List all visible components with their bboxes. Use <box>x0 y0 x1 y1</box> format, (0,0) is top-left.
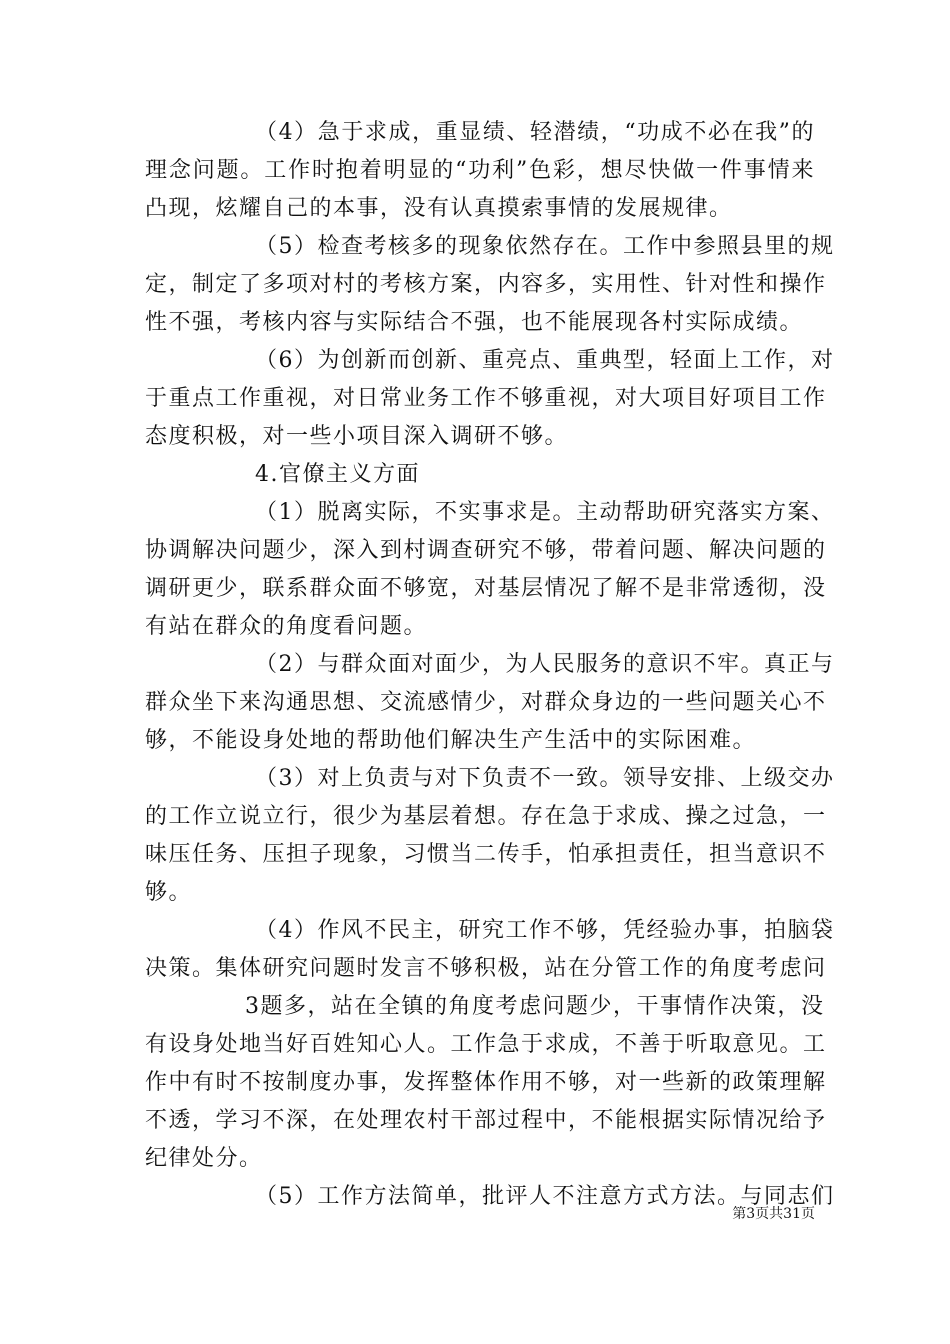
text-line: 够。 <box>145 880 193 905</box>
text-line: （6）为创新而创新、重亮点、重典型，轻面上工作，对 <box>255 348 835 373</box>
text-line: 的工作立说立行，很少为基层着想。存在急于求成、操之过急，一 <box>145 804 827 829</box>
text-line: （4）急于求成，重显绩、轻潜绩，“功成不必在我”的 <box>255 120 815 145</box>
text-line: （5）工作方法简单，批评人不注意方式方法。与同志们 <box>255 1184 835 1209</box>
text-line: （3）对上负责与对下负责不一致。领导安排、上级交办 <box>255 766 835 791</box>
text-line: 调研更少，联系群众面不够宽，对基层情况了解不是非常透彻，没 <box>145 576 827 601</box>
page-number-footer: 第3页共31页 <box>732 1206 815 1222</box>
section-heading: 4.官僚主义方面 <box>255 462 420 487</box>
text-line: （1）脱离实际，不实事求是。主动帮助研究落实方案、 <box>255 500 835 525</box>
text-line: 味压任务、压担子现象，习惯当二传手，怕承担责任，担当意识不 <box>145 842 827 867</box>
text-line: 够，不能设身处地的帮助他们解决生产生活中的实际困难。 <box>145 728 757 753</box>
text-line: 作中有时不按制度办事，发挥整体作用不够，对一些新的政策理解 <box>145 1070 827 1095</box>
text-line: 决策。集体研究问题时发言不够积极，站在分管工作的角度考虑问 <box>145 956 827 981</box>
text-line: 态度积极，对一些小项目深入调研不够。 <box>145 424 569 449</box>
text-line: 于重点工作重视，对日常业务工作不够重视，对大项目好项目工作 <box>145 386 827 411</box>
text-line: 性不强，考核内容与实际结合不强，也不能展现各村实际成绩。 <box>145 310 804 335</box>
text-line: （4）作风不民主，研究工作不够，凭经验办事，拍脑袋 <box>255 918 835 943</box>
text-line: 定，制定了多项对村的考核方案，内容多，实用性、针对性和操作 <box>145 272 827 297</box>
text-line: 有站在群众的角度看问题。 <box>145 614 428 639</box>
text-line: 协调解决问题少，深入到村调查研究不够，带着问题、解决问题的 <box>145 538 827 563</box>
text-line: 凸现，炫耀自己的本事，没有认真摸索事情的发展规律。 <box>145 196 733 221</box>
text-line: 理念问题。工作时抱着明显的“功利”色彩，想尽快做一件事情来 <box>145 158 815 183</box>
text-line: （5）检查考核多的现象依然存在。工作中参照县里的规 <box>255 234 835 259</box>
text-line: 有设身处地当好百姓知心人。工作急于求成，不善于听取意见。工 <box>145 1032 827 1057</box>
text-line: 纪律处分。 <box>145 1146 263 1171</box>
text-line: 群众坐下来沟通思想、交流感情少，对群众身边的一些问题关心不 <box>145 690 827 715</box>
text-line: 3题多，站在全镇的角度考虑问题少，干事情作决策，没 <box>245 994 825 1019</box>
text-line: （2）与群众面对面少，为人民服务的意识不牢。真正与 <box>255 652 835 677</box>
text-line: 不透，学习不深，在处理农村干部过程中，不能根据实际情况给予 <box>145 1108 827 1133</box>
